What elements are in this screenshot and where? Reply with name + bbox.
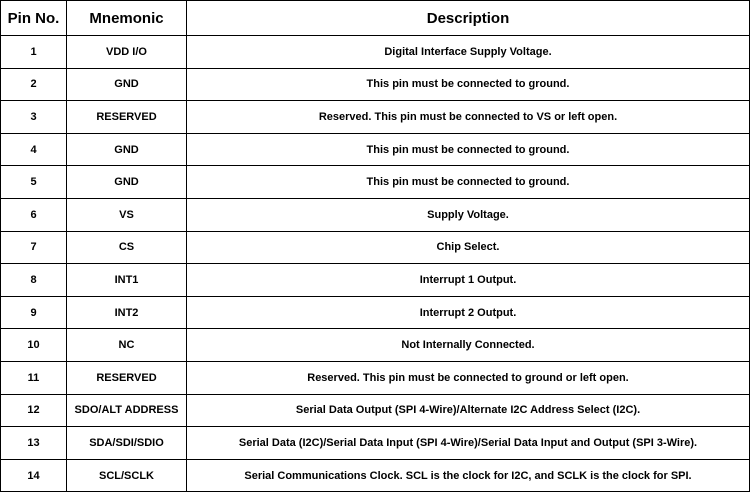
table-header — [1, 1, 750, 36]
cell-pin-no: 9 — [1, 296, 67, 329]
table-body — [1, 36, 750, 492]
cell-pin-no: 3 — [1, 101, 67, 134]
cell-pin-no: 6 — [1, 198, 67, 231]
cell-description: Serial Communications Clock. SCL is the clock for I2C, and SCLK is the clock for SPI. — [187, 459, 750, 492]
cell-pin-no: 1 — [1, 36, 67, 69]
cell-mnemonic: SDA/SDI/SDIO — [67, 427, 187, 460]
cell-mnemonic: SDO/ALT ADDRESS — [67, 394, 187, 427]
cell-mnemonic: GND — [67, 68, 187, 101]
table-row — [1, 361, 750, 394]
table-row — [1, 198, 750, 231]
cell-mnemonic: GND — [67, 133, 187, 166]
cell-mnemonic: CS — [67, 231, 187, 264]
cell-description: Interrupt 1 Output. — [187, 264, 750, 297]
cell-description: Serial Data Output (SPI 4-Wire)/Alternate I2C Address Select (I2C). — [187, 394, 750, 427]
cell-mnemonic: INT2 — [67, 296, 187, 329]
cell-description: This pin must be connected to ground. — [187, 133, 750, 166]
cell-pin-no: 14 — [1, 459, 67, 492]
cell-pin-no: 13 — [1, 427, 67, 460]
cell-mnemonic: NC — [67, 329, 187, 362]
cell-mnemonic: GND — [67, 166, 187, 199]
cell-description: Reserved. This pin must be connected to ground or left open. — [187, 361, 750, 394]
cell-pin-no: 12 — [1, 394, 67, 427]
cell-pin-no: 8 — [1, 264, 67, 297]
cell-pin-no: 7 — [1, 231, 67, 264]
table-row — [1, 264, 750, 297]
cell-pin-no: 2 — [1, 68, 67, 101]
cell-pin-no: 10 — [1, 329, 67, 362]
cell-description: Digital Interface Supply Voltage. — [187, 36, 750, 69]
cell-mnemonic: RESERVED — [67, 101, 187, 134]
table-row — [1, 394, 750, 427]
table-row — [1, 133, 750, 166]
cell-mnemonic: VDD I/O — [67, 36, 187, 69]
table-row — [1, 68, 750, 101]
table-row — [1, 296, 750, 329]
cell-mnemonic: VS — [67, 198, 187, 231]
cell-mnemonic: INT1 — [67, 264, 187, 297]
cell-description: Reserved. This pin must be connected to VS or left open. — [187, 101, 750, 134]
cell-description: Interrupt 2 Output. — [187, 296, 750, 329]
header-row — [1, 1, 750, 36]
cell-description: This pin must be connected to ground. — [187, 68, 750, 101]
cell-pin-no: 4 — [1, 133, 67, 166]
header-description: Description — [187, 1, 750, 36]
table-row — [1, 166, 750, 199]
cell-description: Chip Select. — [187, 231, 750, 264]
table-row — [1, 459, 750, 492]
table-row — [1, 329, 750, 362]
cell-mnemonic: SCL/SCLK — [67, 459, 187, 492]
cell-description: Supply Voltage. — [187, 198, 750, 231]
table-row — [1, 231, 750, 264]
cell-pin-no: 11 — [1, 361, 67, 394]
table-row — [1, 36, 750, 69]
cell-description: Not Internally Connected. — [187, 329, 750, 362]
table-row — [1, 427, 750, 460]
cell-pin-no: 5 — [1, 166, 67, 199]
cell-description: Serial Data (I2C)/Serial Data Input (SPI 4-Wire)/Serial Data Input and Output (SPI 3-Wire). — [187, 427, 750, 460]
table-row — [1, 101, 750, 134]
cell-description: This pin must be connected to ground. — [187, 166, 750, 199]
header-mnemonic: Mnemonic — [67, 1, 187, 36]
cell-mnemonic: RESERVED — [67, 361, 187, 394]
header-pin-no: Pin No. — [1, 1, 67, 36]
